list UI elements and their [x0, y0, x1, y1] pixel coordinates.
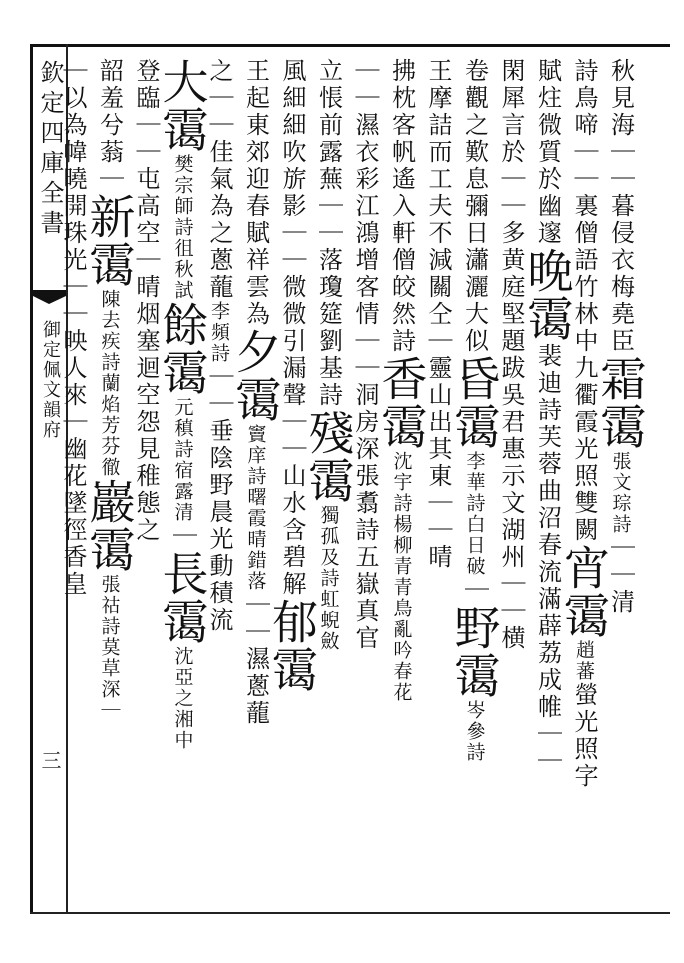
text-run: ｜幽花墜徑香皇 [59, 409, 87, 598]
headword: 香 [374, 355, 429, 403]
text-run: 王起東郊迎春賦祥雲為 [241, 58, 270, 328]
text-run: 拂枕客帆遙入軒僧皎然詩 [387, 58, 416, 355]
headword: 霜 [593, 355, 648, 403]
bottom-border [30, 912, 670, 914]
text-column [202, 58, 236, 908]
headword: 餘 [155, 301, 210, 349]
headword: 霭 [155, 106, 210, 154]
text-run: 風細細吹旂影｜｜微微引漏聲 [278, 58, 306, 409]
citation-note: 沈亞之湘中 [171, 646, 194, 751]
text-run: 閑犀言於｜｜ [497, 58, 525, 220]
text-run: ｜｜暮侵衣梅堯臣 [606, 139, 635, 355]
headword: 殘 [301, 409, 356, 457]
text-run: 卷觀之歎息彌日瀟灑大似 [460, 58, 489, 355]
text-column [447, 58, 502, 908]
citation-note: 沈宇詩楊柳青青鳥亂吟春花 [390, 451, 413, 703]
text-run: 詩鳥啼｜｜裏僧語竹林中 [570, 58, 598, 355]
text-column [228, 58, 283, 908]
text-run: 多黄庭堅題跋吳君惠示文湖州｜｜横 [497, 220, 525, 652]
citation-note: 獨孤及詩虹蜺斂 [317, 505, 340, 652]
text-run: ｜｜垂陰野晨光動積流 [205, 364, 233, 634]
text-column [557, 58, 611, 908]
text-run: 王摩詰而工夫不減關仝 [424, 58, 452, 328]
headword: 霭 [447, 652, 502, 700]
text-column [374, 58, 429, 908]
text-column [421, 58, 455, 908]
text-run: ｜｜清 [606, 535, 635, 616]
headword: 晚 [520, 247, 575, 295]
text-run: ｜｜晴 [424, 490, 452, 571]
headword: 長 [155, 550, 210, 598]
text-column [520, 58, 575, 908]
headword: 昏 [447, 355, 502, 403]
headword: 霭 [447, 403, 502, 451]
top-border [30, 44, 670, 47]
text-column [56, 58, 90, 908]
headword: 野 [447, 604, 502, 652]
text-run: 之｜｜佳氣為之蔥蘢 [205, 58, 233, 301]
text-run: ｜｜濕衣彩江鴻增客情 [351, 58, 379, 328]
text-run: 曉開珠光｜｜映人來 [59, 166, 87, 409]
text-run: 秋見海 [606, 58, 635, 139]
text-run: 螢光照字 [570, 682, 598, 790]
citation-note: 張祜詩莫草深｜ [98, 574, 121, 721]
headword: 霭 [82, 241, 137, 289]
text-run: 登臨｜｜屯高空 [132, 58, 160, 247]
text-run: 怨見稚態之 [132, 409, 160, 544]
headword: 宵 [557, 544, 611, 592]
headword: 霭 [228, 376, 283, 424]
text-run: ｜靈山出其東 [424, 328, 452, 490]
headword: 巖 [82, 478, 137, 526]
headword: 新 [82, 193, 137, 241]
headword: 霭 [593, 403, 648, 451]
text-run: ｜以為幃 [59, 58, 87, 166]
page-number: 三 [38, 750, 62, 770]
text-run: ｜｜洞房深張翥詩五嶽真官 [351, 328, 379, 652]
citation-note: 張文琮詩 [609, 451, 632, 535]
text-run: 韶羞兮蓊｜ [95, 58, 124, 193]
text-column [301, 58, 356, 908]
citation-note: 李華詩白日破 [463, 451, 486, 577]
headword: 郁 [265, 598, 319, 646]
citation-note: 竇庠詩曙霞晴錯落 [244, 424, 267, 592]
headword: 霭 [374, 403, 429, 451]
text-run: ｜晴烟塞迴空 [132, 247, 160, 409]
headword: 霭 [301, 457, 356, 505]
citation-note: 樊宗師詩徂秋試 [171, 154, 194, 301]
text-column [593, 58, 648, 908]
text-run: ｜ [168, 523, 197, 550]
citation-note: 李頻詩 [208, 301, 230, 364]
text-run: ｜｜山水含碧解 [278, 409, 306, 598]
citation-note: 趙蕃 [573, 640, 595, 682]
text-column [494, 58, 528, 908]
text-column [265, 58, 319, 908]
book-title: 欽定四庫全書 [36, 60, 64, 240]
text-run: ｜｜濕蔥蘢 [241, 592, 270, 727]
text-run: 裴迪詩芙蓉曲沼春流滿薜荔成帷｜｜ [533, 343, 562, 775]
text-run: 立悵前露蕪｜｜落瓊筵劉基詩 [314, 58, 343, 409]
citation-note: 元稹詩宿露清 [171, 397, 194, 523]
text-column [82, 58, 137, 908]
citation-note: 岑參詩 [463, 700, 486, 763]
headword: 霭 [82, 526, 137, 574]
headword: 霭 [265, 646, 319, 694]
text-run: 九衢霞光照雙闕 [570, 355, 598, 544]
text-run: ｜ [460, 577, 489, 604]
headword: 大 [155, 58, 210, 106]
headword: 霭 [155, 598, 210, 646]
book-subtitle: 御定佩文韻府 [40, 320, 61, 440]
headword: 霭 [557, 592, 611, 640]
headword: 霭 [520, 295, 575, 343]
headword: 夕 [228, 328, 283, 376]
headword: 霭 [155, 349, 210, 397]
text-run: 賦炷微質於幽邃 [533, 58, 562, 247]
text-column [155, 58, 210, 908]
citation-note: 陳去疾詩蘭焰芳芬徹 [98, 289, 121, 478]
